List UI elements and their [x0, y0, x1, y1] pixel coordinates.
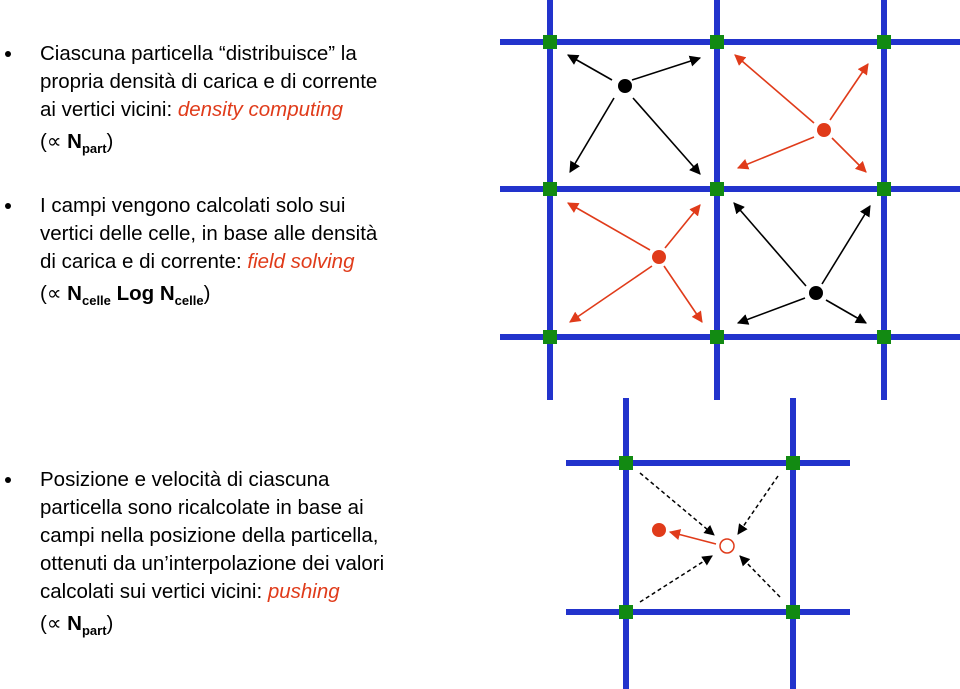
arrows-red-bottom-left — [568, 203, 702, 322]
arrow — [735, 55, 814, 123]
text-line: propria densità di carica e di corrente — [40, 70, 378, 93]
interpolation-grid — [566, 398, 850, 689]
grid-node — [710, 182, 724, 196]
formula-log: Log N — [110, 282, 175, 305]
keyword-density-computing: density computing — [177, 98, 344, 121]
formula-close: ) — [106, 612, 114, 635]
arrow — [734, 203, 806, 286]
dashed-arrows — [640, 473, 780, 602]
grid-node — [543, 35, 557, 49]
arrows-black-bottom-right — [734, 203, 870, 323]
arrow — [832, 138, 866, 172]
push-arrow — [670, 532, 716, 544]
text-line: Posizione e velocità di ciascuna — [40, 468, 330, 491]
arrow — [740, 556, 780, 597]
text-line-part: calcolati sui vertici vicini: — [40, 580, 268, 603]
formula-n: N — [67, 612, 82, 635]
keyword-field-solving: field solving — [247, 250, 355, 273]
grid-node — [543, 330, 557, 344]
arrow — [640, 473, 714, 535]
arrow — [738, 476, 778, 534]
charge-deposition-grid — [500, 0, 960, 400]
grid-node — [786, 605, 800, 619]
keyword-pushing: pushing — [267, 580, 340, 603]
text-line: vertici delle celle, in base alle densità — [40, 222, 378, 245]
arrow — [664, 266, 702, 322]
formula-close: ) — [203, 282, 211, 305]
text-line: Ciascuna particella “distribuisce” la — [40, 42, 357, 65]
particle-black — [809, 286, 823, 300]
particle-red — [652, 523, 666, 537]
formula-n: N — [67, 282, 82, 305]
particle-old-position — [720, 539, 734, 553]
formula-open: (∝ — [40, 130, 68, 153]
grid-node — [877, 182, 891, 196]
arrow — [822, 206, 870, 284]
text-line: ottenuti da un’interpolazione dei valori — [40, 552, 385, 575]
arrows-black-top-left — [568, 55, 700, 174]
text-line-part: di carica e di corrente: — [40, 250, 248, 273]
arrows-red-top-right — [735, 55, 868, 172]
formula-sub: part — [81, 141, 107, 157]
text-line: I campi vengono calcolati solo sui — [40, 194, 346, 217]
grid-node — [710, 330, 724, 344]
arrow — [830, 64, 868, 120]
arrow — [632, 58, 700, 80]
arrow — [568, 203, 650, 250]
formula-open: (∝ — [40, 612, 68, 635]
grid-lines — [566, 398, 850, 689]
text-line: campi nella posizione della particella, — [40, 524, 379, 547]
formula-sub2: celle — [174, 293, 204, 309]
arrow — [633, 98, 700, 174]
particle-black — [618, 79, 632, 93]
arrow — [738, 298, 805, 323]
arrow — [826, 300, 866, 323]
grid-node — [877, 35, 891, 49]
arrow — [570, 98, 614, 172]
formula-n: N — [67, 130, 82, 153]
grid-node — [619, 456, 633, 470]
arrow — [568, 55, 612, 80]
grid-node — [619, 605, 633, 619]
arrow — [665, 205, 700, 248]
arrow — [640, 556, 712, 602]
grid-node — [543, 182, 557, 196]
formula-sub: celle — [81, 293, 111, 309]
formula-close: ) — [106, 130, 114, 153]
particle-red — [817, 123, 831, 137]
grid-nodes — [619, 456, 800, 619]
formula-sub: part — [81, 623, 107, 639]
grid-node — [877, 330, 891, 344]
formula-open: (∝ — [40, 282, 68, 305]
text-line: particella sono ricalcolate in base ai — [40, 496, 364, 519]
grid-node — [710, 35, 724, 49]
arrow — [670, 532, 716, 544]
arrow — [738, 137, 814, 168]
particle-red — [652, 250, 666, 264]
text-line-part: ai vertici vicini: — [40, 98, 178, 121]
grid-node — [786, 456, 800, 470]
arrow — [570, 266, 652, 322]
